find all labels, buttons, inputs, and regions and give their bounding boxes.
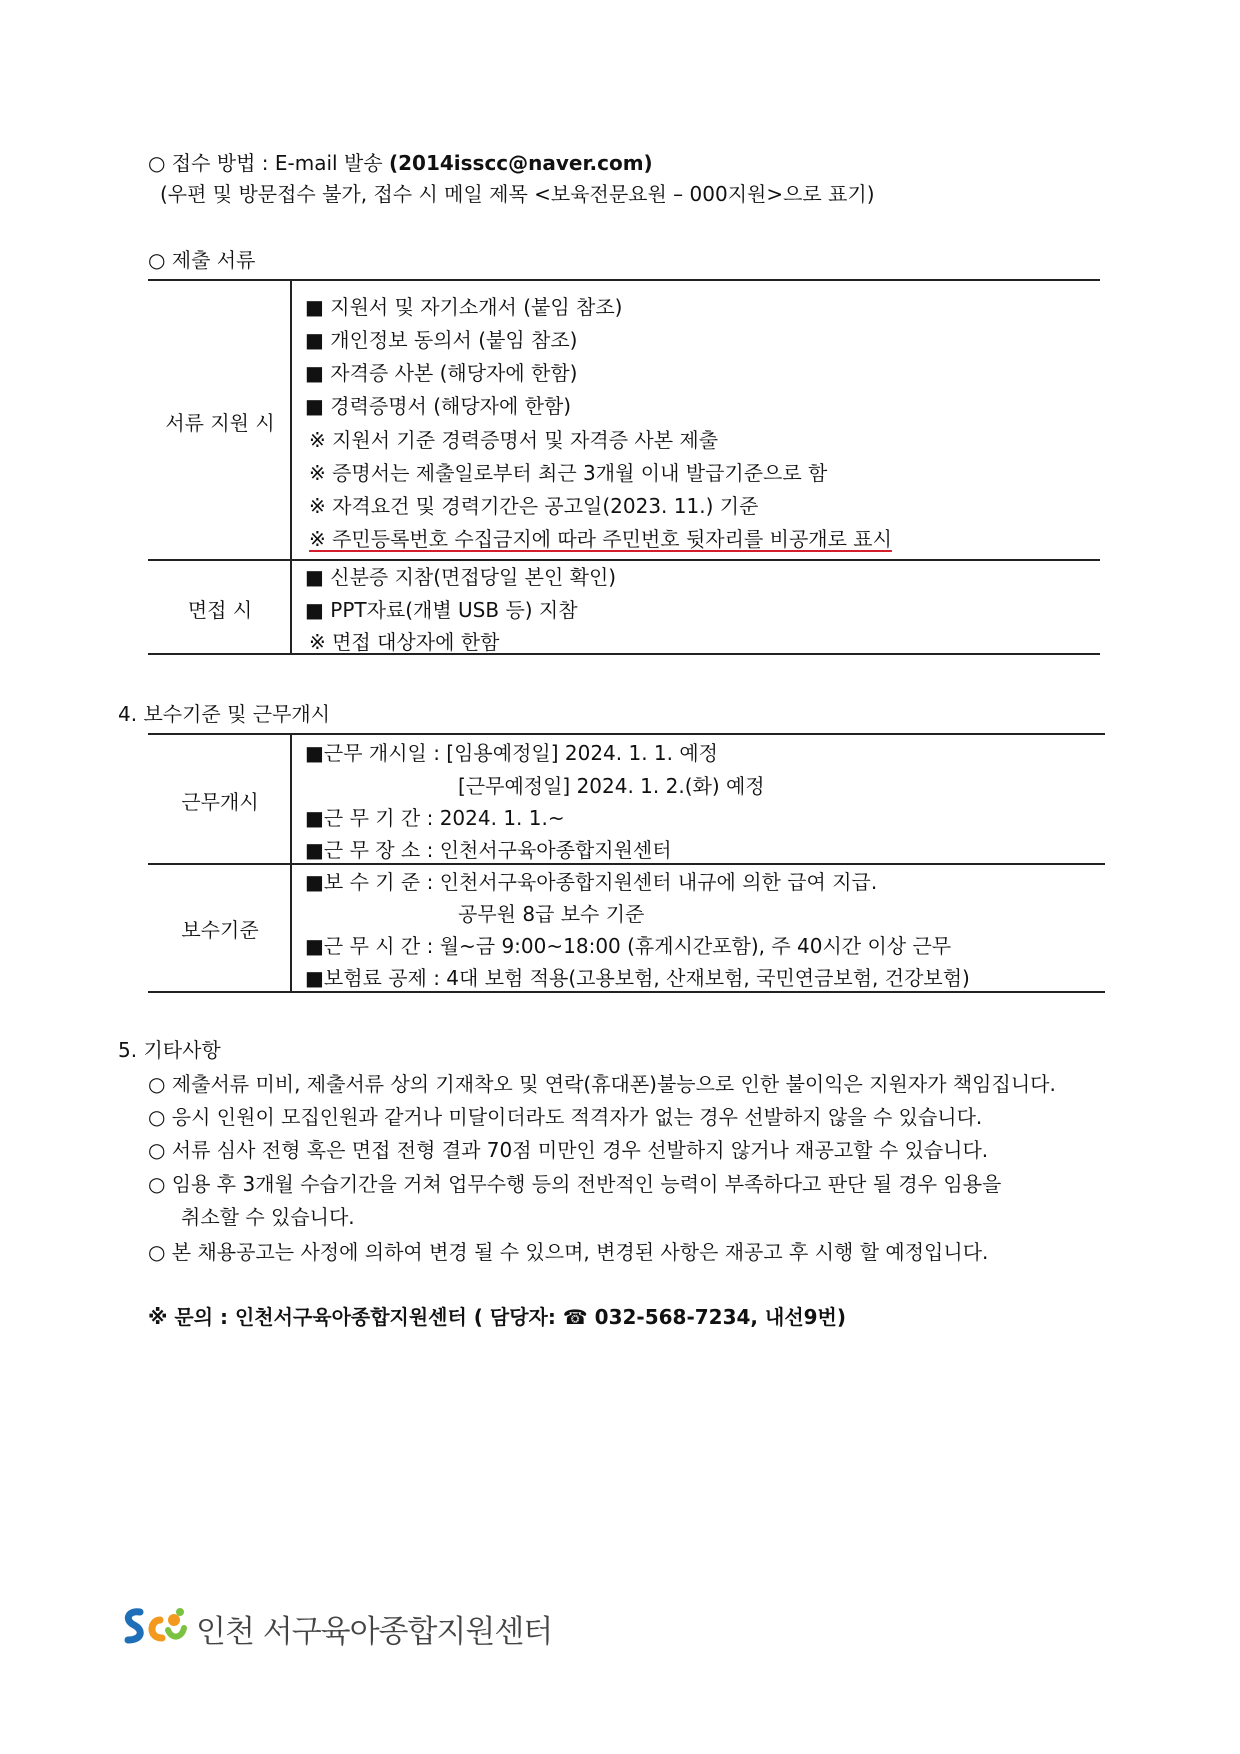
work-start-item: ■근 무 장 소 : 인천서구육아종합지원센터 (305, 838, 672, 862)
submission-method (148, 147, 653, 176)
work-start-item: ■근무 개시일 : [임용예정일] 2024. 1. 1. 예정 (305, 741, 719, 765)
work-start-item: ■근 무 기 간 : 2024. 1. 1.~ (305, 806, 565, 830)
submission-email: (2014isscc@naver.com) (388, 151, 653, 175)
paper-note: ※ 지원서 기준 경력증명서 및 자격증 사본 제출 (309, 428, 719, 452)
interview-label: 면접 시 (187, 598, 253, 622)
paper-item: ■ 개인정보 동의서 (붙임 참조) (305, 328, 578, 352)
contact-info: ※ 문의 : 인천서구육아종합지원센터 ( 담당자: ☎ 032-568-7234, 내선9번) (148, 1305, 847, 1329)
pay-item: ■보험료 공제 : 4대 보험 적용(고용보험, 산재보험, 국민연금보험, 건강보험) (305, 966, 970, 990)
pay-item: ■보 수 기 준 : 인천서구육아종합지원센터 내규에 의한 급여 지급. (305, 870, 878, 894)
paper-item: ■ 자격증 사본 (해당자에 한함) (305, 361, 578, 385)
submission-note: (우편 및 방문접수 불가, 접수 시 메일 제목 <보육전문요원 – 000지원>으로 표기) (160, 182, 875, 206)
pay-item: ■근 무 시 간 : 월~금 9:00~18:00 (휴게시간포함), 주 40시간 이상 근무 (305, 934, 952, 958)
center-logo-icon (120, 1604, 190, 1648)
paper-application-label: 서류 지원 시 (165, 411, 275, 435)
pay-label: 보수기준 (181, 918, 259, 942)
notice-item: ○ 본 채용공고는 사정에 의하여 변경 될 수 있으며, 변경된 사항은 재공고 후 시행 할 예정입니다. (148, 1240, 989, 1264)
interview-note: ※ 면접 대상자에 한함 (309, 630, 500, 654)
interview-item: ■ PPT자료(개별 USB 등) 지참 (305, 598, 578, 622)
paper-item: ■ 지원서 및 자기소개서 (붙임 참조) (305, 295, 623, 319)
notice-item: ○ 제출서류 미비, 제출서류 상의 기재착오 및 연락(휴대폰)불능으로 인한 불이익은 지원자가 책임집니다. (148, 1072, 1056, 1096)
submission-method-label: ○ 접수 방법 : E-mail 발송 (148, 151, 389, 175)
documents-title: ○ 제출 서류 (148, 248, 256, 272)
paper-note: ※ 증명서는 제출일로부터 최근 3개월 이내 발급기준으로 함 (309, 461, 828, 485)
notice-item: ○ 서류 심사 전형 혹은 면접 전형 결과 70점 미만인 경우 선발하지 않거나 재공고할 수 있습니다. (148, 1138, 989, 1162)
notice-item: ○ 임용 후 3개월 수습기간을 거쳐 업무수행 등의 전반적인 능력이 부족하다고 판단 될 경우 임용을 (148, 1172, 1002, 1196)
notice-item-continued: 취소할 수 있습니다. (181, 1205, 355, 1229)
paper-note-privacy: ※ 주민등록번호 수집금지에 따라 주민번호 뒷자리를 비공개로 표시 (309, 527, 892, 551)
work-start-item: [근무예정일] 2024. 1. 2.(화) 예정 (458, 774, 765, 798)
notice-item: ○ 응시 인원이 모집인원과 같거나 미달이더라도 적격자가 없는 경우 선발하지 않을 수 있습니다. (148, 1105, 983, 1129)
paper-item: ■ 경력증명서 (해당자에 한함) (305, 394, 572, 418)
paper-note: ※ 자격요건 및 경력기간은 공고일(2023. 11.) 기준 (309, 494, 759, 518)
work-start-label: 근무개시 (181, 790, 259, 814)
interview-item: ■ 신분증 지참(면접당일 본인 확인) (305, 565, 617, 589)
pay-item: 공무원 8급 보수 기준 (458, 902, 645, 926)
section4-title: 4. 보수기준 및 근무개시 (118, 702, 331, 726)
section5-title: 5. 기타사항 (118, 1038, 221, 1062)
center-logo-text: 인천 서구육아종합지원센터 (196, 1614, 553, 1650)
